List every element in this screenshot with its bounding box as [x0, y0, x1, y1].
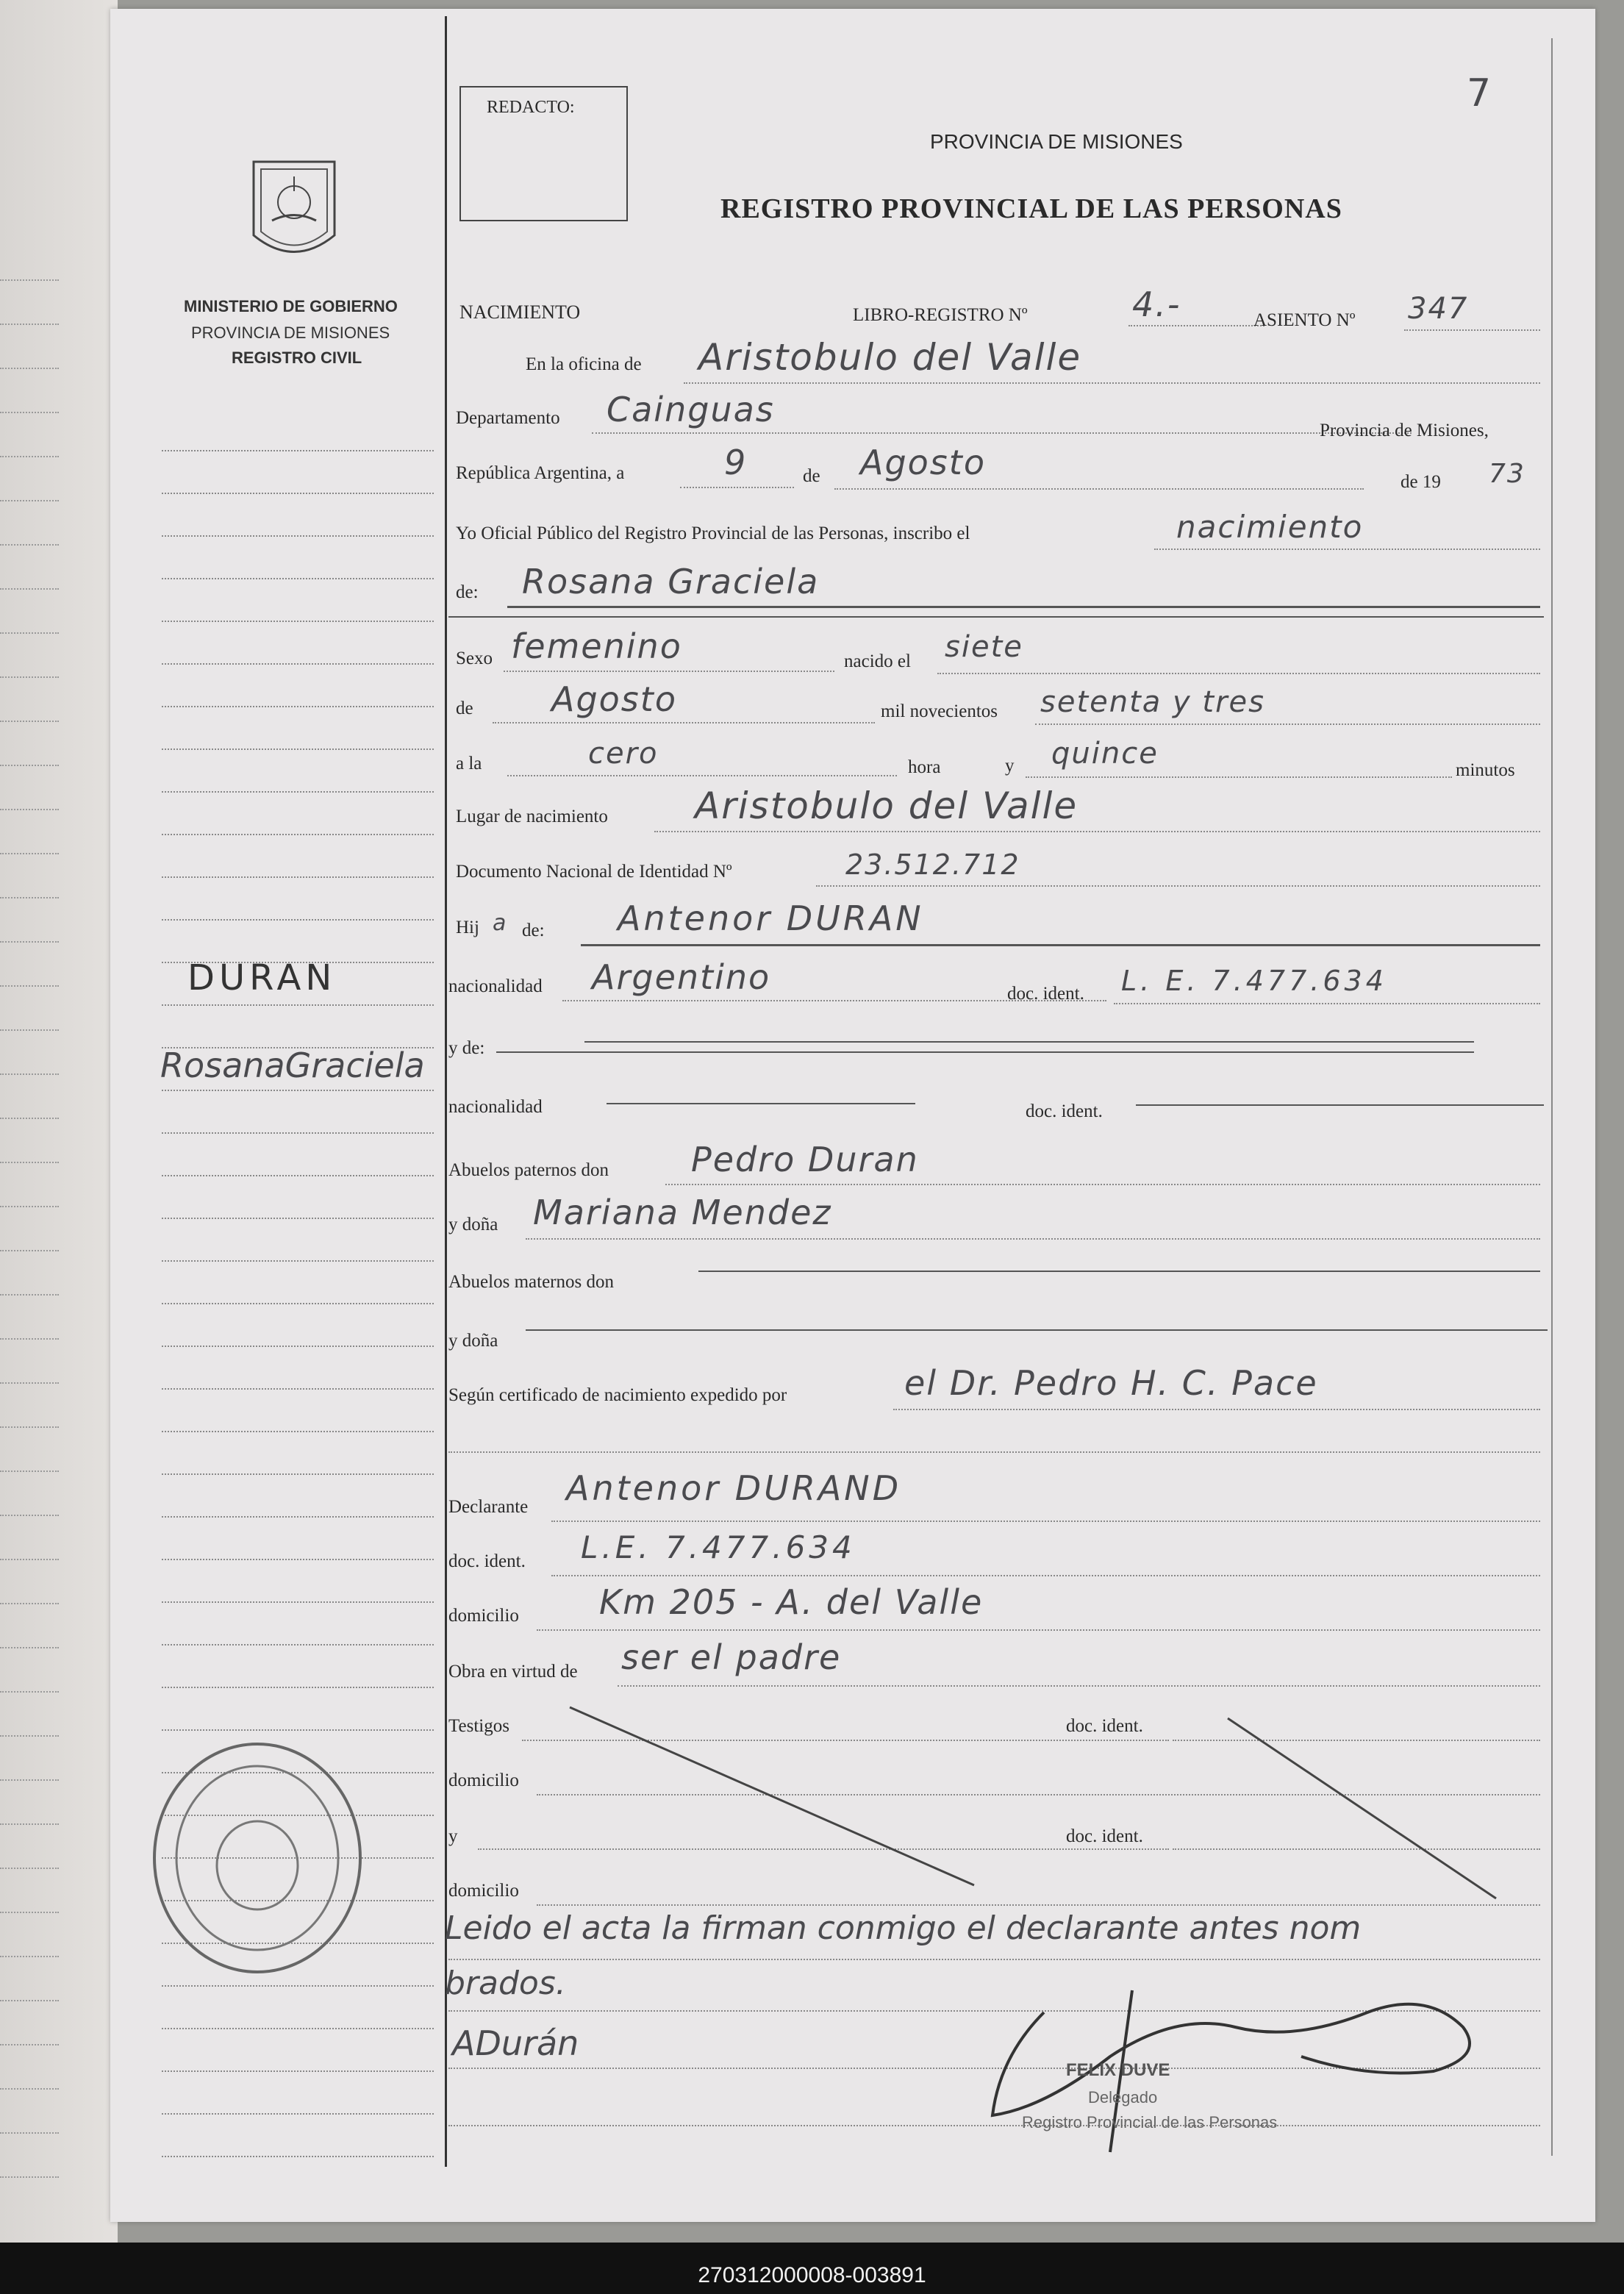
departamento-label: Departamento	[456, 408, 560, 428]
declarante-doc-value: L.E. 7.477.634	[581, 1529, 856, 1565]
leido-line2: brados.	[445, 1965, 566, 2002]
facing-page-rule	[0, 1073, 59, 1075]
abuelos-mat-label: Abuelos maternos don	[448, 1272, 614, 1292]
facing-page-rule	[0, 1868, 59, 1869]
facing-page-rule	[0, 1162, 59, 1163]
facing-page-rule	[0, 1250, 59, 1251]
facing-page-edge	[0, 0, 118, 2243]
doc-ident4-label: doc. ident.	[1066, 1716, 1143, 1736]
hijo-label: Hij	[456, 918, 479, 937]
facing-page-rule	[0, 1647, 59, 1648]
facing-page-rule	[0, 1691, 59, 1693]
stamp-office: Registro Provincial de las Personas	[1022, 2113, 1278, 2132]
ala-label: a la	[456, 754, 482, 773]
facing-page-rule	[0, 544, 59, 546]
facing-page-rule	[0, 2176, 59, 2178]
dni-value: 23.512.712	[845, 848, 1020, 881]
facing-page-rule	[0, 765, 59, 766]
obra-value: ser el padre	[621, 1637, 842, 1677]
oficial-text: Yo Oficial Público del Registro Provincial de las Personas, inscribo el	[456, 524, 970, 543]
abuelos-pat-label: Abuelos paternos don	[448, 1160, 609, 1180]
facing-page-rule	[0, 853, 59, 854]
dni-label: Documento Nacional de Identidad Nº	[456, 862, 732, 882]
y-label: y	[1005, 756, 1015, 776]
de-label: de	[803, 466, 820, 486]
facing-page-rule	[0, 1823, 59, 1825]
padre-doc-value: L. E. 7.477.634	[1121, 965, 1387, 997]
oficina-value: Aristobulo del Valle	[698, 336, 1082, 379]
facing-page-rule	[0, 368, 59, 369]
abuelo-pat-value: Pedro Duran	[691, 1140, 919, 1179]
facing-page-rule	[0, 1206, 59, 1207]
dia-value: 9	[724, 443, 748, 482]
doc-ident5-label: doc. ident.	[1066, 1826, 1143, 1846]
mes2-value: Agosto	[551, 679, 677, 719]
facing-page-rule	[0, 1735, 59, 1737]
libro-label: LIBRO-REGISTRO Nº	[853, 305, 1028, 325]
asiento-value: 347	[1408, 292, 1469, 326]
anio-letras-value: setenta y tres	[1040, 685, 1265, 719]
nacionalidad2-label: nacionalidad	[448, 1097, 543, 1117]
nacimiento-label: NACIMIENTO	[459, 301, 581, 323]
de-persona-label: de:	[456, 582, 479, 602]
stamp-role: Delegado	[1088, 2088, 1158, 2107]
nacionalidad-value: Argentino	[592, 957, 771, 997]
official-signature-icon	[956, 1968, 1529, 2167]
anio-prefix: de 19	[1401, 472, 1441, 492]
leido-line1: Leido el acta la firman conmigo el declarante antes nom	[445, 1909, 1362, 1947]
hora-label: hora	[908, 757, 941, 777]
nacionalidad-label: nacionalidad	[448, 976, 543, 996]
ministry-label: MINISTERIO DE GOBIERNO	[184, 297, 398, 315]
domicilio-value: Km 205 - A. del Valle	[599, 1582, 984, 1622]
facing-page-rule	[0, 1471, 59, 1472]
margin-given-names: RosanaGraciela	[160, 1046, 425, 1085]
facing-page-rule	[0, 809, 59, 810]
facing-page-rule	[0, 412, 59, 413]
page-number: 7	[1467, 71, 1493, 115]
sexo-label: Sexo	[456, 648, 493, 668]
segun-value: el Dr. Pedro H. C. Pace	[904, 1363, 1318, 1403]
header-province: PROVINCIA DE MISIONES	[930, 130, 1183, 153]
declarante-label: Declarante	[448, 1497, 529, 1517]
de2-label: de	[456, 698, 473, 718]
lugar-value: Aristobulo del Valle	[695, 785, 1079, 827]
civil-registry-label: REGISTRO CIVIL	[232, 349, 362, 367]
minutos-value: quince	[1051, 737, 1159, 771]
oficina-label: En la oficina de	[526, 354, 642, 374]
seal-province-label: PROVINCIA DE MISIONES	[191, 324, 390, 342]
facing-page-rule	[0, 2000, 59, 2001]
facing-page-rule	[0, 1603, 59, 1604]
hijo-suffix: a	[493, 910, 508, 936]
segun-label: Según certificado de nacimiento expedido por	[448, 1385, 787, 1405]
doc-ident2-label: doc. ident.	[1026, 1101, 1103, 1121]
declarante-value: Antenor DURAND	[566, 1468, 902, 1508]
inscribo-value: nacimiento	[1176, 509, 1364, 545]
redacto-label: REDACTO:	[487, 98, 575, 117]
facing-page-rule	[0, 1515, 59, 1516]
lugar-label: Lugar de nacimiento	[456, 807, 608, 826]
facing-page-rule	[0, 897, 59, 898]
mes-value: Agosto	[860, 443, 986, 482]
libro-value: 4.-	[1132, 285, 1181, 324]
facing-page-rule	[0, 279, 59, 281]
y2-label: y	[448, 1826, 458, 1846]
facing-page-rule	[0, 324, 59, 325]
facing-page-rule	[0, 2088, 59, 2090]
mil-label: mil novecientos	[881, 701, 998, 721]
asiento-label: ASIENTO Nº	[1253, 310, 1356, 330]
obra-label: Obra en virtud de	[448, 1662, 578, 1682]
declarant-signature: ADurán	[452, 2023, 579, 2063]
register-page	[110, 9, 1595, 2222]
facing-page-rule	[0, 1382, 59, 1384]
facing-page-rule	[0, 1029, 59, 1031]
facing-page-rule	[0, 941, 59, 943]
persona-value: Rosana Graciela	[522, 562, 820, 601]
facing-page-rule	[0, 1559, 59, 1560]
ydona2-label: y doña	[448, 1331, 498, 1351]
provincia-suffix: Provincia de Misiones,	[1320, 421, 1489, 440]
yde-label: y de:	[448, 1038, 485, 1058]
facing-page-rule	[0, 721, 59, 722]
facing-page-rule	[0, 632, 59, 634]
facing-page-rule	[0, 1912, 59, 1913]
facing-page-rule	[0, 676, 59, 678]
nacido-value: siete	[945, 630, 1023, 664]
domicilio3-label: domicilio	[448, 1881, 519, 1901]
testigos-label: Testigos	[448, 1716, 509, 1736]
hijo-de-label: de:	[522, 921, 545, 940]
margin-surname: DURAN	[187, 957, 337, 998]
facing-page-rule	[0, 2132, 59, 2134]
facing-page-rule	[0, 1956, 59, 1957]
witness-strike-lines	[110, 9, 1595, 2222]
facing-page-rule	[0, 2044, 59, 2045]
abuela-pat-value: Mariana Mendez	[533, 1193, 832, 1232]
nacido-label: nacido el	[844, 651, 911, 671]
facing-page-rule	[0, 588, 59, 590]
facing-page-rule	[0, 1118, 59, 1119]
padre-value: Antenor DURAN	[618, 898, 924, 938]
minutos-label: minutos	[1456, 760, 1515, 780]
facing-page-rule	[0, 1338, 59, 1340]
facing-page-rule	[0, 1294, 59, 1296]
hora-value: cero	[588, 737, 659, 771]
domicilio2-label: domicilio	[448, 1770, 519, 1790]
domicilio-label: domicilio	[448, 1606, 519, 1626]
departamento-value: Cainguas	[607, 390, 775, 429]
ydona-label: y doña	[448, 1215, 498, 1234]
stamp-name: FELIX DUVE	[1066, 2060, 1170, 2080]
doc-ident-label: doc. ident.	[1007, 984, 1084, 1004]
facing-page-rule	[0, 1426, 59, 1428]
facing-page-rule	[0, 985, 59, 987]
facing-page-rule	[0, 456, 59, 457]
facing-page-rule	[0, 500, 59, 501]
anio-value: 73	[1489, 459, 1525, 489]
doc-ident3-label: doc. ident.	[448, 1551, 526, 1571]
republica-label: República Argentina, a	[456, 463, 625, 483]
image-caption: 270312000008-003891	[698, 2263, 926, 2287]
registry-title: REGISTRO PROVINCIAL DE LAS PERSONAS	[720, 193, 1342, 224]
facing-page-rule	[0, 1779, 59, 1781]
sexo-value: femenino	[511, 626, 682, 666]
